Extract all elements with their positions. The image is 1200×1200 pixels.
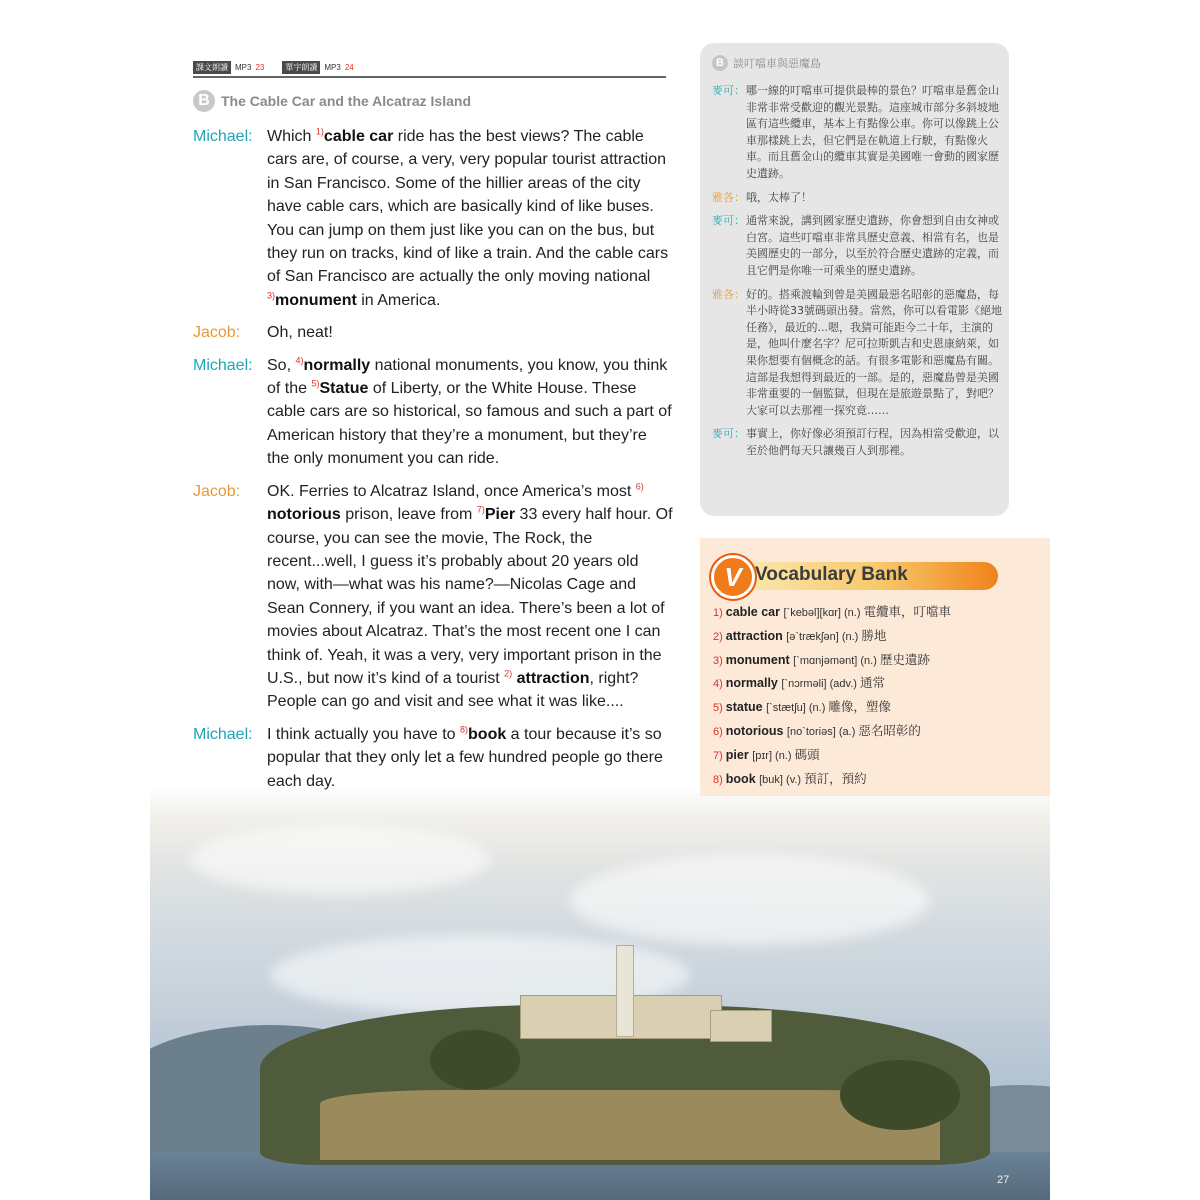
vocab-number: 5) (713, 702, 723, 715)
track-number: 23 (255, 62, 265, 72)
tree-cluster (840, 1060, 960, 1130)
vocab-pronunciation: [ˋmɑnjəmənt] (n.) (793, 654, 880, 667)
vocab-word: notorious (725, 723, 787, 738)
lighthouse (616, 945, 634, 1037)
translation-speaker: 雅各： (712, 287, 745, 301)
vocab-meaning: 預訂，預約 (804, 771, 867, 786)
vocab-item (713, 601, 1043, 625)
vocab-item (713, 625, 1043, 649)
vocab-pronunciation: [ˋstætʃu] (n.) (766, 702, 829, 715)
translation-turn (712, 287, 1002, 420)
vocab-number: 2) (713, 630, 723, 643)
cloud-shape (570, 855, 930, 945)
translation-line: 好的。搭乘渡輪到曾是美國最惡名昭彰的惡魔島，每半小時從33號碼頭出發。當然，你可以看電影《絕地任務》，最近的...嗯，我猜可能距今二十年，主演的是，他叫什麼名字？尼可拉斯凱吉和史恩康納萊，如果你想要有個概念的話。有很多電影和惡魔島有關。這部是我想得到最近的一部。是的，惡魔島曾是美國非常重要的一個監獄，但現在是旅遊景點了，對吧？大家可以去那裡一探究竟…… (746, 287, 1002, 417)
dialogue-line: Which $^{1)}$cable car ride has the best views? The cable cars are, of course, a very, very popular tourist attraction in San Francisco. Some of the hillier areas of the city have cable cars, which are basically kind of like buses. You can jump on them just like you can on the bus, but they run on tracks, kind of like a train. And the cable cars of San Francisco are actually the only moving national $^{3)}$monument in America. (267, 126, 669, 309)
vocab-word: monument (725, 652, 794, 667)
vocab-number: 8) (713, 773, 723, 786)
tree-cluster (430, 1030, 520, 1090)
vocab-v-icon (711, 555, 755, 599)
vocab-meaning: 歷史遺跡 (879, 652, 930, 667)
translation-panel (700, 43, 1009, 516)
vocab-word: attraction (725, 628, 787, 643)
vocab-number: 6) (713, 725, 723, 738)
mp3-label: MP3 (324, 62, 341, 72)
translation-line: 通常來說，講到國家歷史遺跡，你會想到自由女神或白宮。這些叮噹車非常具歷史意義、相當有名，也是美國歷史的一部分，以至於符合歷史遺跡的定義，而且它們是你唯一可乘坐的歷史遺跡。 (746, 214, 999, 277)
translation-heading (712, 55, 821, 71)
dialogue-line: So, $^{4)}$normally national monuments, you know, you think of the $^{5)}$Statue of Liberty, or the White House. These cable cars are so historical, so famous and such a part of American history that they’re a monument, but they’re the only monument you can ride. (267, 355, 672, 468)
speaker-name: Michael: (193, 725, 253, 743)
vocab-pronunciation: [əˋtrækʃən] (n.) (786, 630, 862, 643)
dialogue-text (193, 125, 673, 802)
vocab-number: 4) (713, 678, 723, 691)
header-divider (193, 76, 666, 78)
prison-building (710, 1010, 772, 1042)
audio-tag[interactable]: 課文朗讀 (193, 61, 231, 74)
vocab-meaning: 碼頭 (794, 747, 820, 762)
dialogue-turn (193, 354, 673, 471)
vocab-meaning: 惡名昭彰的 (858, 723, 921, 738)
vocab-title: Vocabulary Bank (755, 564, 908, 585)
translation-speaker: 雅各： (712, 190, 745, 204)
vocab-meaning: 電纜車，叮噹車 (863, 605, 952, 619)
vocab-number: 1) (713, 607, 723, 619)
section-badge: B (193, 90, 215, 112)
page-number: 27 (997, 1174, 1010, 1186)
section-heading (193, 90, 471, 112)
translation-line: 哪一線的叮噹車可提供最棒的景色？叮噹車是舊金山非常非常受歡迎的觀光景點。這座城市部分多斜坡地區有這些纜車，基本上有點像公車。你可以像跳上公車那樣跳上去，但它們是在軌道上行駛，有點像火車。而且舊金山的纜車其實是美國唯一會動的國家歷史遺跡。 (746, 84, 999, 180)
dialogue-line: OK. Ferries to Alcatraz Island, once America’s most $^{6)}$ notorious prison, leave from $^{7)}$Pier 33 every half hour. Of course, you can see the movie, The Rock, the recent...well, I guess it’s probably about 20 years old now, with—what was his name?—Nicolas Cage and Sean Connery, if you want an idea. There’s been a lot of movies about Alcatraz. That’s the most recent one I can think of. Yeah, it was a very, very important prison in the U.S., but now it’s kind of a tourist $^{2)}$ attraction, right? People can go and visit and see what it was like.... (267, 481, 673, 711)
vocab-pronunciation: [ˋkebəl][kɑr] (n.) (783, 607, 864, 619)
translation-speaker: 麥可： (712, 214, 745, 228)
vocab-number: 3) (713, 654, 723, 667)
vocab-pronunciation: [buk] (v.) (759, 773, 805, 786)
vocab-item (713, 720, 1043, 744)
translation-line: 哦，太棒了！ (746, 190, 812, 204)
dialogue-turn (193, 321, 673, 344)
vocab-pronunciation: [noˋtoriəs] (a.) (786, 725, 859, 738)
translation-title: 談叮噹車與惡魔島 (733, 58, 821, 70)
translation-turn (712, 213, 1002, 279)
translation-badge: B (712, 55, 728, 71)
translation-speaker: 麥可： (712, 427, 745, 441)
translation-turn (712, 190, 1002, 207)
speaker-name: Michael: (193, 128, 253, 145)
speaker-name: Jacob: (193, 324, 241, 342)
vocab-number: 7) (713, 749, 723, 762)
cloud-shape (190, 825, 490, 895)
vocab-item (713, 768, 1043, 792)
mp3-label: MP3 (235, 62, 252, 72)
dialogue-line: I think actually you have to $^{8)}$book a tour because it’s so popular that they only let a few hundred people go there each day. (267, 724, 663, 790)
translation-line: 事實上，你好像必須預訂行程，因為相當受歡迎，以至於他們每天只讓幾百人到那裡。 (746, 427, 999, 457)
vocab-word: book (725, 771, 760, 786)
vocab-pronunciation: [ˋnɔrmәli] (adv.) (781, 678, 860, 691)
vocab-item (713, 649, 1043, 673)
vocab-word: normally (725, 676, 782, 691)
vocab-item (713, 672, 1043, 696)
dialogue-turn (193, 723, 673, 793)
vocab-meaning: 通常 (860, 676, 886, 691)
dialogue-line: Oh, neat! (267, 324, 333, 342)
vocab-word: statue (725, 700, 767, 715)
audio-header (193, 60, 354, 74)
vocab-word: cable car (725, 605, 784, 619)
translation-turn (712, 83, 1002, 183)
translation-body (712, 83, 1002, 466)
vocab-badge-letter: V (724, 561, 742, 592)
translation-speaker: 麥可： (712, 84, 745, 97)
vocab-list (713, 601, 1043, 791)
vocab-item (713, 744, 1043, 768)
dialogue-turn (193, 480, 673, 714)
speaker-name: Michael: (193, 356, 253, 374)
vocab-word: pier (725, 747, 753, 762)
vocab-item (713, 696, 1043, 720)
section-title: The Cable Car and the Alcatraz Island (221, 93, 471, 109)
vocab-meaning: 雕像，塑像 (828, 700, 891, 715)
vocab-pronunciation: [pɪr] (n.) (752, 749, 795, 762)
speaker-name: Jacob: (193, 482, 241, 500)
dialogue-turn (193, 125, 673, 312)
translation-turn (712, 426, 1002, 459)
magazine-page (150, 0, 1050, 1200)
track-number: 24 (344, 62, 354, 72)
vocab-meaning: 勝地 (861, 628, 887, 643)
vocabulary-bank (700, 538, 1050, 796)
audio-tag[interactable]: 單字朗讀 (282, 61, 320, 74)
